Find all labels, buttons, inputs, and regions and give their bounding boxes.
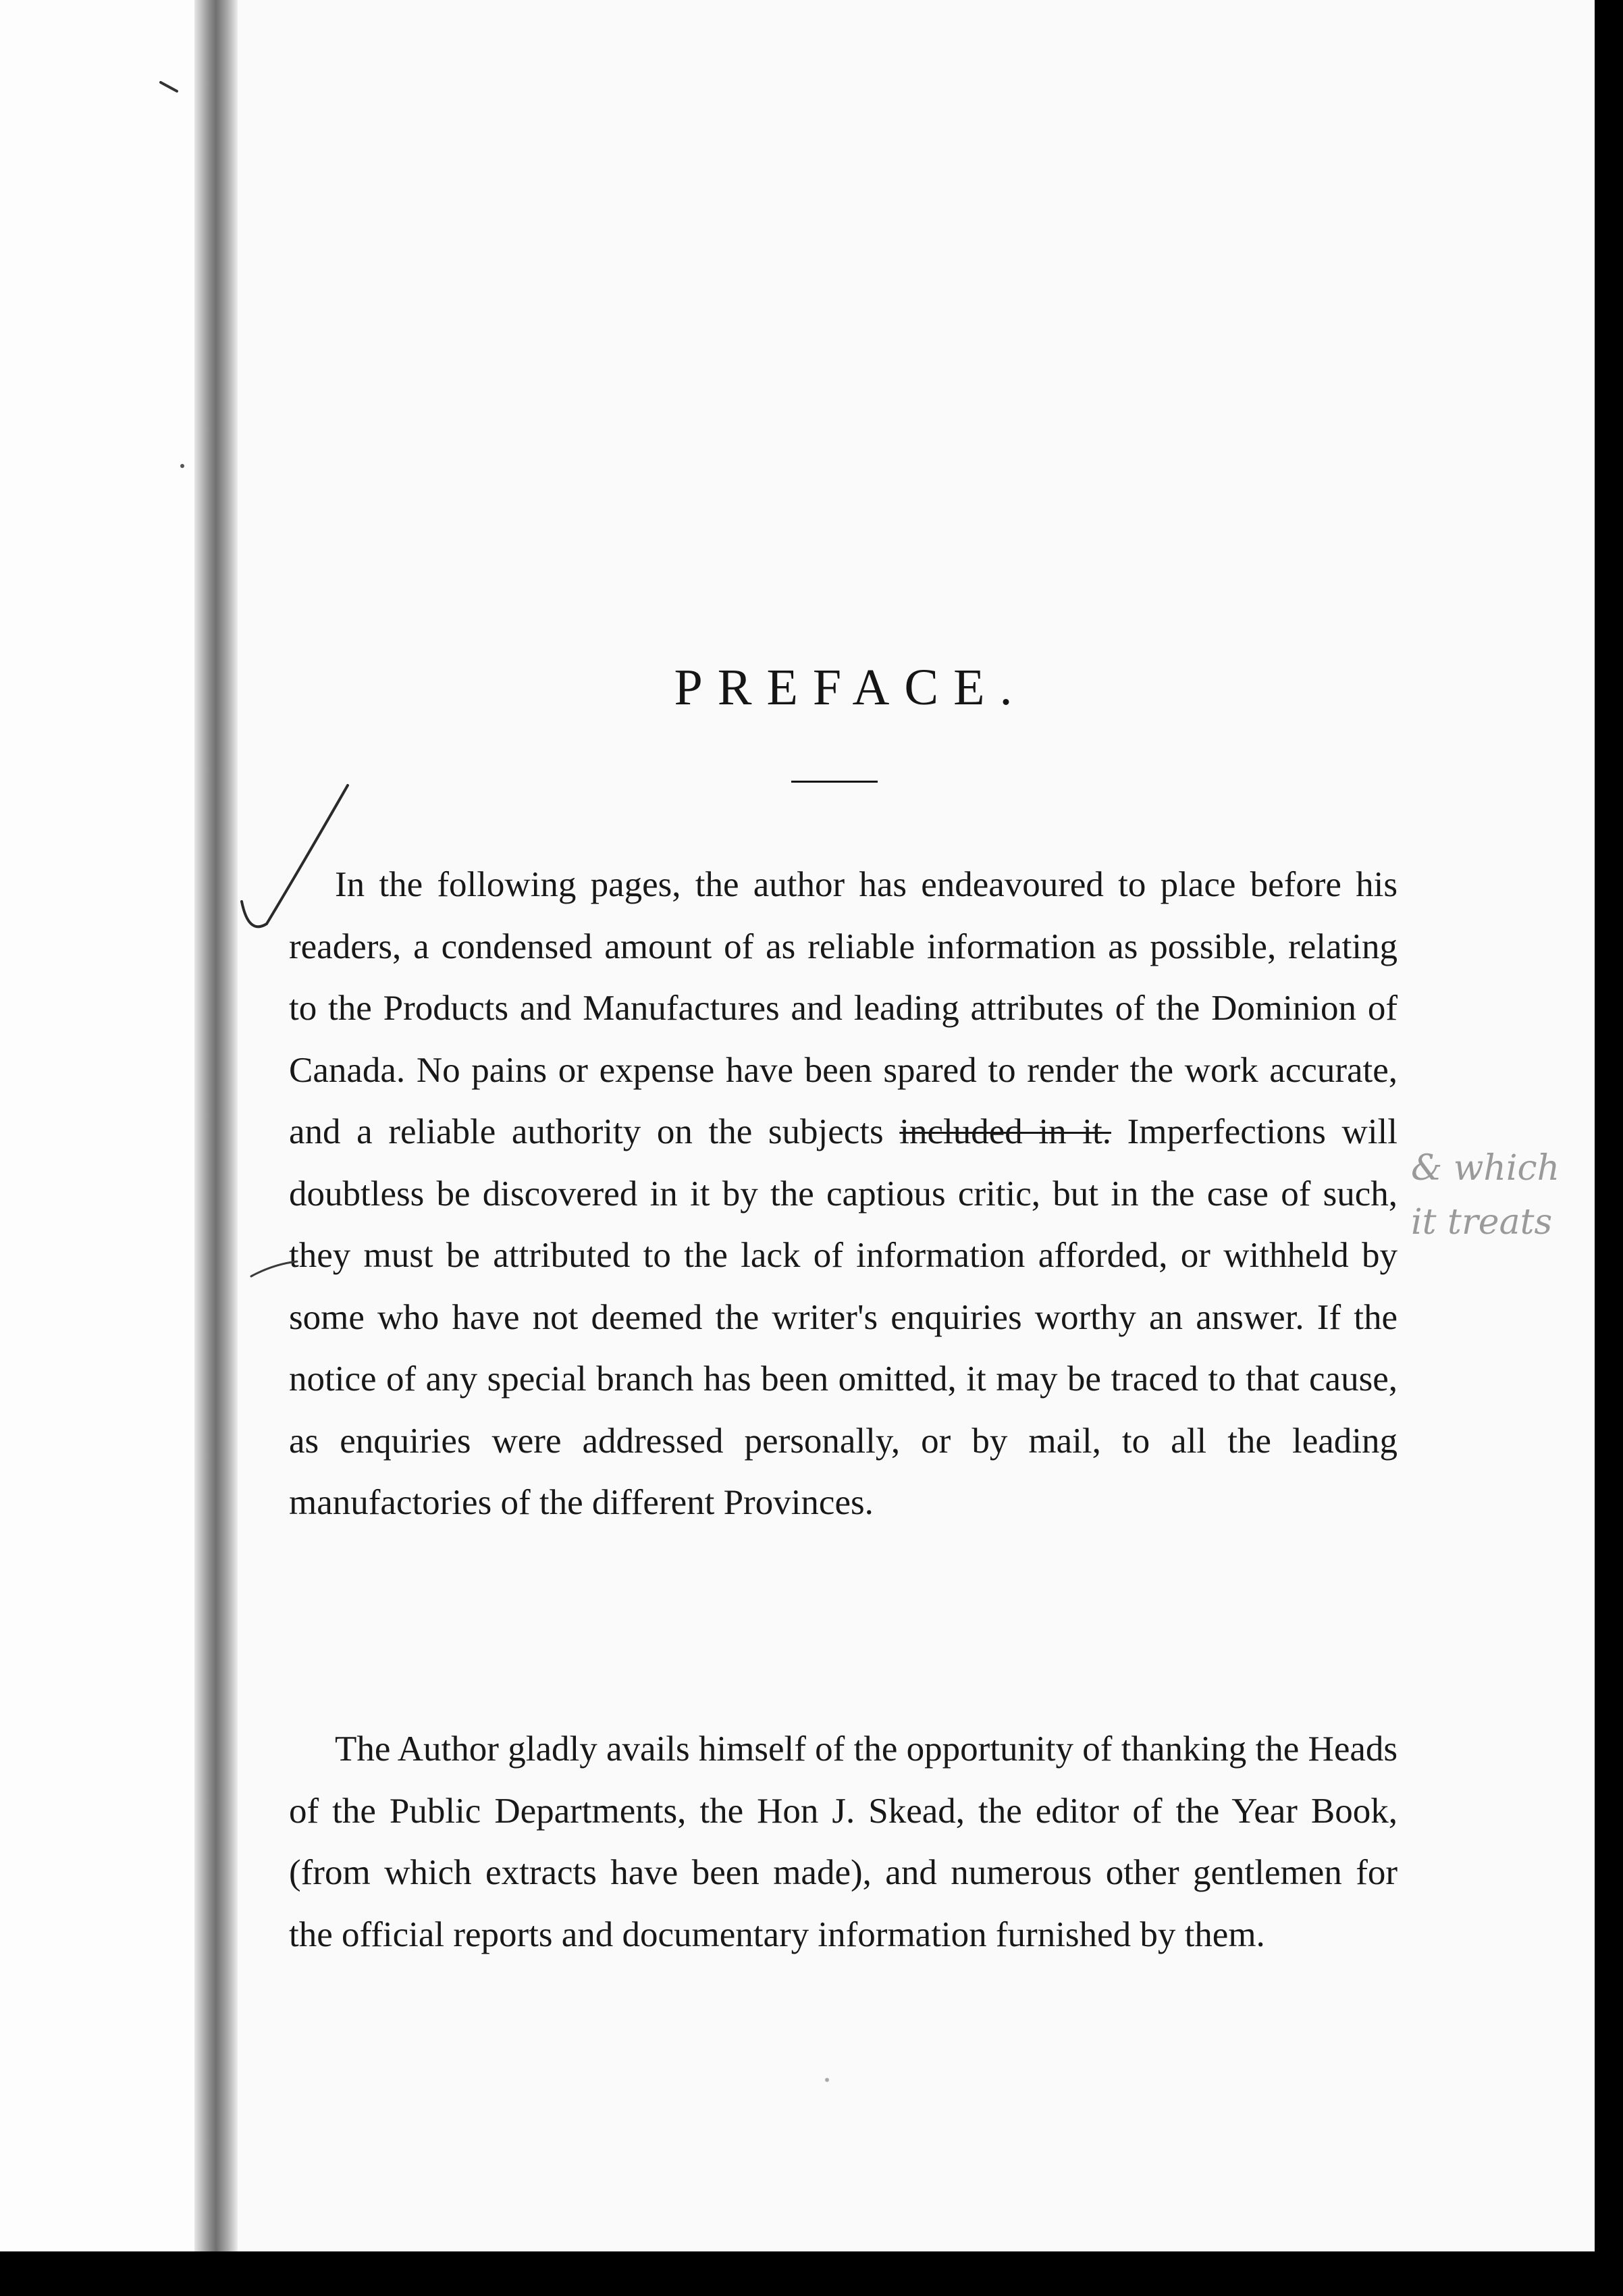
page-title: PREFACE. xyxy=(674,659,1028,716)
facing-page-edge xyxy=(0,0,196,2296)
scan-border-right xyxy=(1595,0,1623,2296)
handwritten-margin-annotation xyxy=(1411,1141,1593,1249)
annotation-text: & which it treats xyxy=(1411,1148,1560,1243)
preface-paragraph-2 xyxy=(289,1719,1398,1966)
binding-gutter-shadow xyxy=(194,0,238,2296)
preface-paragraph-1 xyxy=(289,854,1398,1534)
title-rule xyxy=(791,781,878,783)
struck-through-text: included in it. xyxy=(899,1112,1111,1151)
paragraph-2-text: The Author gladly avails himself of the opportunity of thanking the Heads of the Public Departments, the Hon J. Skead, the editor of the Year Book, (from which extracts have been made), and numerous other gentlemen for the official reports and documentary information furnished by them. xyxy=(289,1729,1398,1954)
paragraph-1-text-start: In the following pages, the author has endeavoured to place before his readers, a condensed amount of as reliable information as possible, relating to the Products and Manufactures and leading attributes of the Dominion of Canada. No pains or expense have been spared to render the work accurate, and a reliable authority on the subjects xyxy=(289,865,1398,1151)
scan-border-bottom xyxy=(0,2251,1623,2296)
paragraph-1-text-end: Imperfections will doubtless be discovered in it by the captious critic, but in the case of such, they must be attributed to the lack of information afforded, or withheld by some who have not deemed the writer's enquiries worthy an answer. If the notice of any special branch has been omitted, it may be traced to that cause, as enquiries were addressed personally, or by mail, to all the leading manufactories of the different Provinces. xyxy=(289,1112,1398,1522)
